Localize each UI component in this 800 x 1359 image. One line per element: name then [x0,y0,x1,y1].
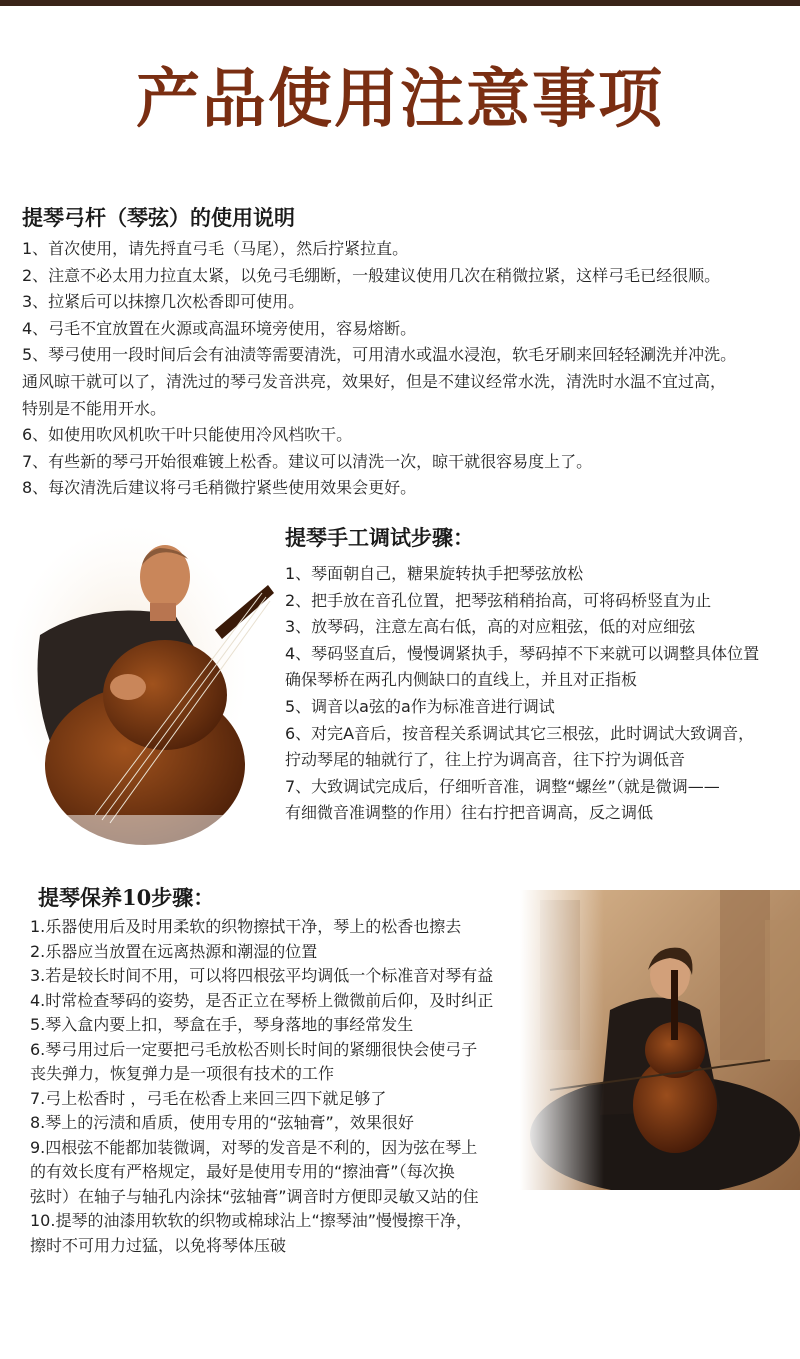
top-bar [0,0,800,6]
maintenance-list [30,915,493,1258]
list-item: 2.乐器应当放置在远离热源和潮湿的位置 [30,941,318,961]
cellist-photo [520,890,800,1190]
list-item: 的有效长度有严格规定，最好是使用专用的“擦油膏”（每次换 [30,1162,455,1181]
list-item: 7、有些新的琴弓开始很难镀上松香。建议可以清洗一次，晾干就很容易度上了。 [22,451,593,471]
list-item: 弦时）在轴子与轴孔内涂抹“弦轴膏”调音时方便即灵敏又站的住 [30,1186,479,1206]
bassist-photo [0,515,285,860]
list-item: 6.琴弓用过后一定要把弓毛放松否则长时间的紧绷很快会使弓子 [30,1039,478,1059]
section-title-bow-usage: 提琴弓杆（琴弦）的使用说明 [22,205,295,230]
list-item: 1、琴面朝自己，糖果旋转执手把琴弦放松 [285,564,584,583]
list-item: 5.琴入盒内要上扣，琴盒在手，琴身落地的事经常发生 [30,1015,414,1034]
list-item: 5、调音以a弦的a作为标准音进行调试 [285,696,555,716]
section-title-tuning-steps: 提琴手工调试步骤： [285,525,474,550]
list-item: 7、大致调试完成后，仔细听音准，调整“螺丝”（就是微调—— [285,776,720,796]
list-item: 5、琴弓使用一段时间后会有油渍等需要清洗，可用清水或温水浸泡，软毛牙刷来回轻轻涮洗并冲洗。 [22,345,737,365]
list-item: 6、如使用吹风机吹干叶只能使用冷风档吹干。 [22,425,353,445]
tuning-steps-list [285,561,759,827]
bow-usage-list [22,236,736,502]
list-item: 8.琴上的污渍和盾质，使用专用的“弦轴膏”，效果很好 [30,1113,414,1132]
list-item: 丧失弹力，恢复弹力是一项很有技术的工作 [30,1064,335,1083]
list-item: 2、注意不必太用力拉直太紧，以免弓毛绷断，一般建议使用几次在稍微拉紧，这样弓毛已经很顺。 [22,265,721,285]
page-title: 产品使用注意事项 [136,63,664,137]
list-item: 通风晾干就可以了，清洗过的琴弓发音洪亮，效果好，但是不建议经常水洗，清洗时水温不宜过高， [22,371,727,391]
list-item: 10.提琴的油漆用软软的织物或棉球沾上“擦琴油”慢慢擦干净， [30,1211,473,1230]
list-item: 9.四根弦不能都加装微调，对琴的发音是不利的，因为弦在琴上 [30,1137,478,1157]
list-item: 4、弓毛不宜放置在火源或高温环境旁使用，容易熔断。 [22,318,417,338]
list-item: 1、首次使用，请先捋直弓毛（马尾），然后拧紧拉直。 [22,239,409,258]
list-item: 1.乐器使用后及时用柔软的织物擦拭干净，琴上的松香也擦去 [30,917,462,936]
list-item: 有细微音准调整的作用）往右拧把音调高，反之调低 [285,803,654,823]
list-item: 6、对完A音后，按音程关系调试其它三根弦，此时调试大致调音， [285,723,755,743]
list-item: 3、放琴码，注意左高右低，高的对应粗弦，低的对应细弦 [285,617,696,637]
list-item: 特别是不能用开水。 [22,398,167,418]
list-item: 3、拉紧后可以抹擦几次松香即可使用。 [22,292,305,312]
section-title-maintenance: 提琴保养10步骤： [38,885,215,910]
list-item: 确保琴桥在两孔内侧缺口的直线上，并且对正指板 [285,670,638,690]
list-item: 7.弓上松香时 ，弓毛在松香上来回三四下就足够了 [30,1088,387,1108]
list-item: 4.时常检查琴码的姿势，是否正立在琴桥上微微前后仰，及时纠正 [30,990,494,1010]
list-item: 2、把手放在音孔位置，把琴弦稍稍抬高，可将码桥竖直为止 [285,590,712,610]
list-item: 3.若是较长时间不用，可以将四根弦平均调低一个标准音对琴有益 [30,966,494,985]
list-item: 拧动琴尾的轴就行了，往上拧为调高音，往下拧为调低音 [285,750,686,770]
list-item: 擦时不可用力过猛，以免将琴体压破 [30,1235,287,1255]
list-item: 4、琴码竖直后，慢慢调紧执手，琴码掉不下来就可以调整具体位置 [285,643,760,663]
list-item: 8、每次清洗后建议将弓毛稍微拧紧些使用效果会更好。 [22,478,417,498]
